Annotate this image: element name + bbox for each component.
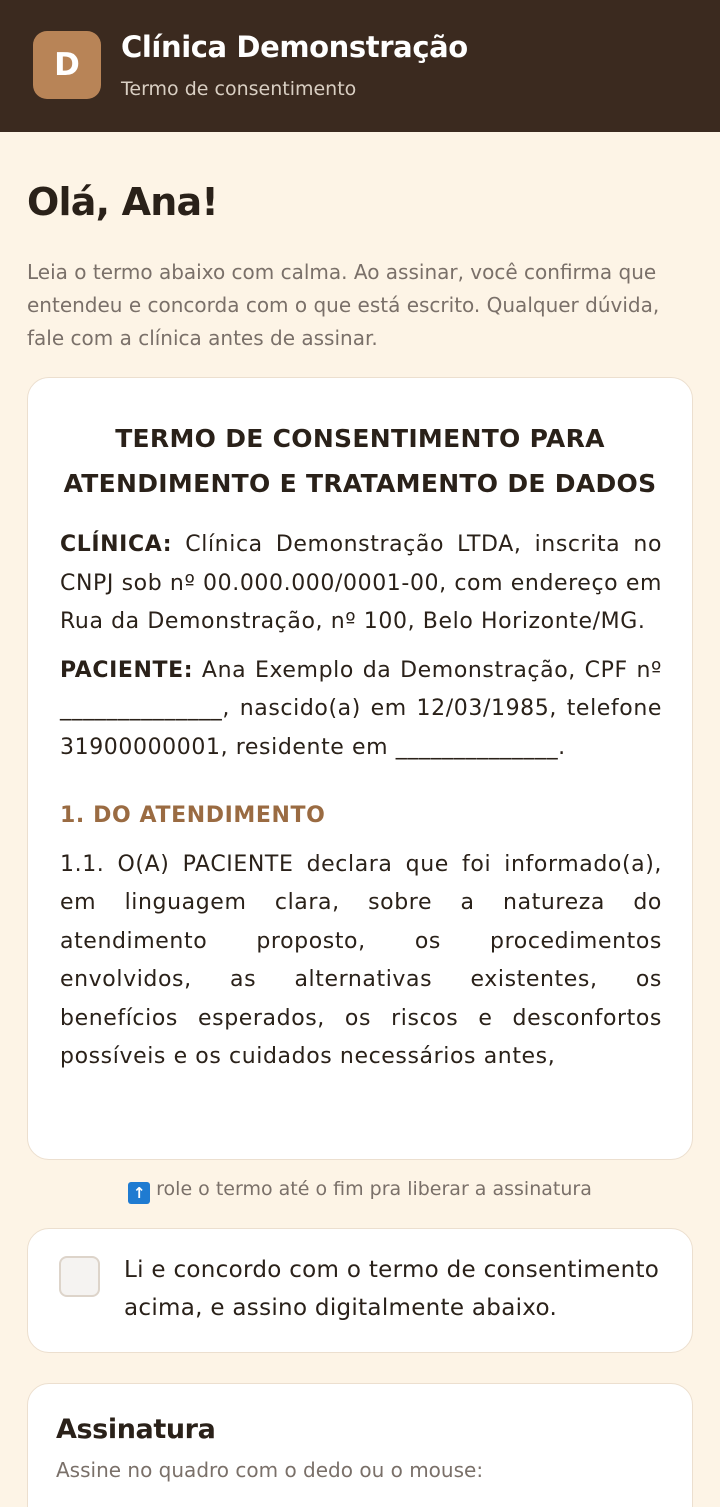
agree-label[interactable]: Li e concordo com o termo de consentimento acima, e assino digitalmente abaixo.: [124, 1257, 660, 1321]
header-subtitle: Termo de consentimento: [121, 78, 357, 100]
section-1-heading: 1. DO ATENDIMENTO: [60, 803, 326, 828]
term-body: [60, 526, 662, 1087]
signature-title: Assinatura: [56, 1414, 216, 1445]
consent-term-scrollbox[interactable]: [27, 377, 693, 1160]
patient-details: Ana Exemplo da Demonstração, CPF nº ______________, nascido(a) em 12/03/1985, telefone 31900000001, residente em ______________.: [60, 657, 662, 760]
scroll-hint: [0, 1178, 720, 1204]
scroll-hint-text: role o termo até o fim pra liberar a assinatura: [156, 1178, 592, 1200]
signature-instruction: Assine no quadro com o dedo ou o mouse:: [56, 1458, 484, 1482]
agreement-card: [27, 1228, 693, 1353]
arrow-up-icon: ↑: [128, 1182, 150, 1204]
agree-checkbox[interactable]: [59, 1256, 100, 1297]
page-greeting: Olá, Ana!: [27, 180, 218, 224]
clinic-logo: D: [33, 31, 101, 99]
patient-label: PACIENTE:: [60, 657, 194, 683]
term-title-line-2: ATENDIMENTO E TRATAMENTO DE DADOS: [63, 469, 657, 498]
term-title-line-1: TERMO DE CONSENTIMENTO PARA: [115, 424, 605, 453]
clinic-details: Clínica Demonstração LTDA, inscrita no CNPJ sob nº 00.000.000/0001-00, com endereço em Rua da Demonstração, nº 100, Belo Horizonte/MG.: [60, 532, 663, 634]
clinic-paragraph: [60, 526, 662, 642]
clinic-name: Clínica Demonstração: [121, 30, 468, 64]
term-title: [28, 416, 692, 506]
signature-card: [27, 1383, 693, 1507]
app-header: [0, 0, 720, 132]
section-1-paragraph: 1.1. O(A) PACIENTE declara que foi informado(a), em linguagem clara, sobre a natureza do atendimento proposto, os procedimentos envolvidos, as alternativas existentes, os benefícios esperados, os riscos e desconfortos possíveis e os cuidados necessários antes,: [60, 851, 662, 1069]
clinic-label: CLÍNICA:: [60, 532, 173, 557]
intro-text: Leia o termo abaixo com calma. Ao assinar, você confirma que entendeu e concorda com o que está escrito. Qualquer dúvida, fale com a clínica antes de assinar.: [27, 260, 660, 350]
patient-paragraph: [60, 652, 662, 768]
